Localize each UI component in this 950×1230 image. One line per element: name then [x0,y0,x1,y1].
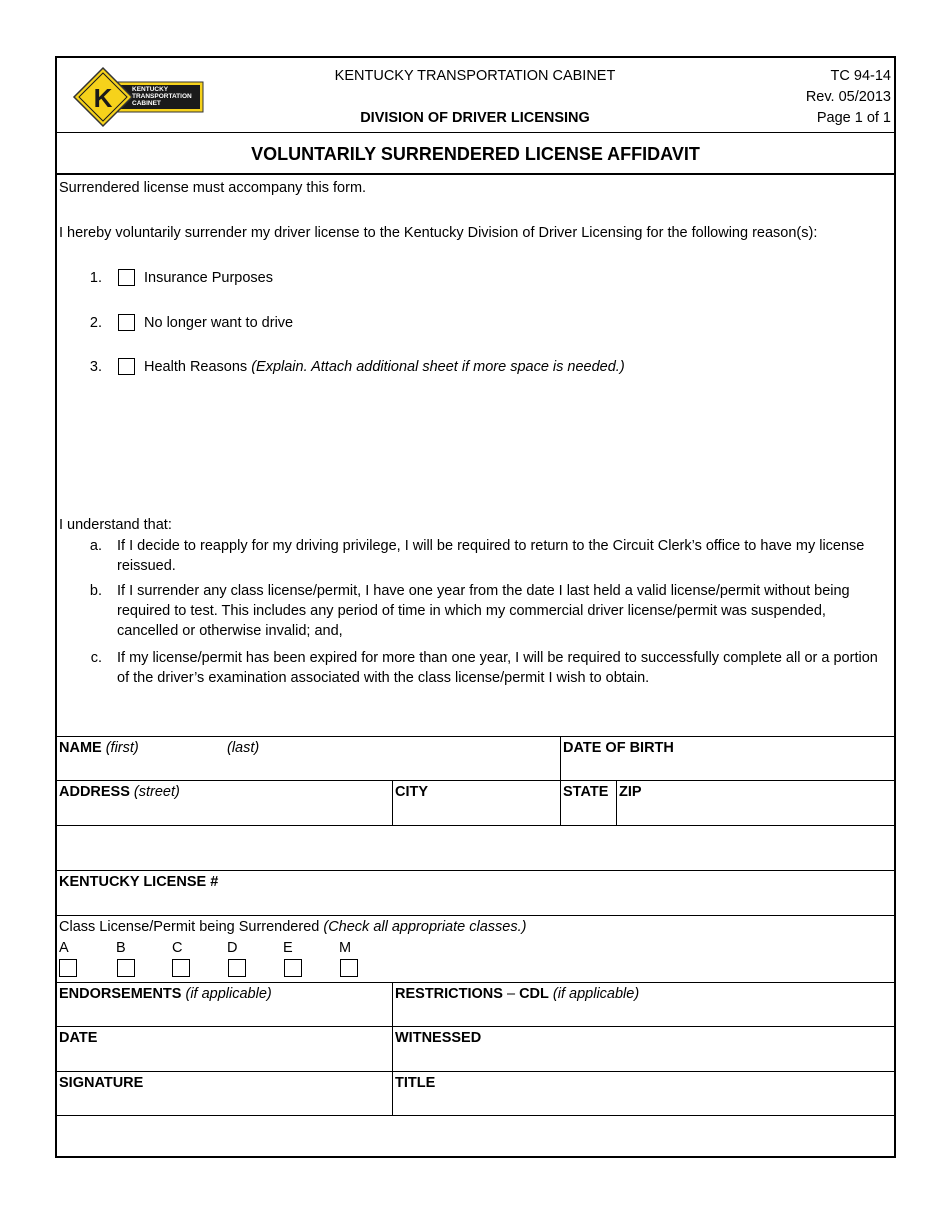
witnessed-label: WITNESSED [395,1030,482,1046]
surrender-notice: Surrendered license must accompany this form. [59,180,367,196]
endorsements-label: ENDORSEMENTS [59,986,182,1002]
date-of-birth-field[interactable] [561,737,894,780]
title-label: TITLE [395,1075,436,1091]
bottom-blank-field[interactable] [57,1116,894,1156]
reason-label: No longer want to drive [144,315,294,331]
understand-item-a: If I decide to reapply for my driving privilege, I will be required to return to the Circuit Clerk’s office to have my license reissued. [117,538,865,574]
agency-name: KENTUCKY TRANSPORTATION CABINET [334,68,616,84]
health-reasons-checkbox[interactable] [118,358,135,375]
form-number: TC 94-14 [830,68,891,84]
class-m-checkbox[interactable] [340,959,358,977]
reason-number: 3. [89,359,102,375]
title-divider [55,173,896,175]
class-e-checkbox[interactable] [284,959,302,977]
title-field[interactable] [393,1072,894,1115]
address-continuation-field[interactable] [57,826,894,870]
insurance-purposes-checkbox[interactable] [118,269,135,286]
form-revision: Rev. 05/2013 [805,89,891,105]
restrictions-label-group [395,984,639,1004]
license-label: KENTUCKY LICENSE # [59,874,219,890]
understand-letter: c. [90,650,102,666]
class-d-checkbox[interactable] [228,959,246,977]
reason-label: Insurance Purposes [144,270,273,286]
city-field[interactable] [393,781,559,825]
name-last-hint: (last) [227,740,260,756]
understand-item-b: If I surrender any class license/permit, I have one year from the date I last held a valid license/permit without being required to test. This includes any period of time in which my commercial driver license/permit was suspended, cancelled or otherwise invalid; and, [117,583,850,639]
signature-field[interactable] [57,1072,391,1115]
header-divider [55,132,896,133]
health-reasons-note: (Explain. Attach additional sheet if more space is needed.) [251,359,625,375]
reason-number: 1. [89,270,102,286]
no-longer-drive-checkbox[interactable] [118,314,135,331]
class-b-checkbox[interactable] [117,959,135,977]
restrictions-dash: – [502,986,520,1002]
class-letter: D [227,940,238,956]
understand-letter: b. [89,583,102,599]
state-label: STATE [563,784,609,800]
witnessed-field[interactable] [393,1027,894,1071]
class-letter: A [59,940,69,956]
class-a-checkbox[interactable] [59,959,77,977]
surrender-statement: I hereby voluntarily surrender my driver license to the Kentucky Division of Driver Licensing for the following reason(s): [59,225,818,241]
restrictions-hint: (if applicable) [548,986,640,1002]
understand-item-c: If my license/permit has been expired for more than one year, I will be required to successfully complete all or a portion of the driver’s examination associated with the class license/permit I wish to obtain. [117,650,878,686]
kytc-logo [72,66,206,128]
svg-text:TRANSPORTATION: TRANSPORTATION [132,93,192,100]
class-letter: E [283,940,293,956]
dob-label: DATE OF BIRTH [563,740,674,756]
name-first-hint: (first) [101,740,139,756]
class-letter: B [116,940,126,956]
understand-heading: I understand that: [59,517,172,533]
division-name: DIVISION OF DRIVER LICENSING [360,110,590,126]
kentucky-license-field[interactable] [57,871,894,915]
date-field[interactable] [57,1027,391,1071]
state-field[interactable] [561,781,615,825]
understand-letter: a. [89,538,102,554]
form-title: VOLUNTARILY SURRENDERED LICENSE AFFIDAVIT [251,144,700,164]
address-field[interactable] [57,781,391,825]
city-label: CITY [395,784,429,800]
zip-field[interactable] [617,781,894,825]
restrictions-cdl: CDL [519,986,549,1002]
name-field[interactable] [57,737,559,780]
page-indicator: Page 1 of 1 [816,110,891,126]
class-hint: (Check all appropriate classes.) [323,919,527,935]
class-label-group [59,917,526,937]
class-letter: C [172,940,183,956]
endorsements-field[interactable] [57,983,391,1026]
address-label: ADDRESS [59,784,130,800]
address-label-group [59,782,180,802]
svg-text:CABINET: CABINET [132,100,161,107]
class-letter: M [339,940,352,956]
restrictions-field[interactable] [393,983,894,1026]
reason-label-health [144,357,625,377]
reason-number: 2. [89,315,102,331]
health-explanation-area[interactable] [59,382,891,512]
name-label-group [59,738,139,758]
class-c-checkbox[interactable] [172,959,190,977]
endorsements-label-group [59,984,272,1004]
restrictions-label: RESTRICTIONS [395,986,503,1002]
endorsements-hint: (if applicable) [181,986,272,1002]
zip-label: ZIP [619,784,642,800]
signature-label: SIGNATURE [59,1075,144,1091]
address-hint: (street) [129,784,180,800]
class-label: Class License/Permit being Surrendered [59,919,324,935]
date-label: DATE [59,1030,98,1046]
grid-line [55,915,896,916]
health-reasons-label: Health Reasons [144,359,252,375]
name-label: NAME [59,740,102,756]
svg-text:KENTUCKY: KENTUCKY [132,86,169,93]
svg-text:K: K [93,83,113,113]
